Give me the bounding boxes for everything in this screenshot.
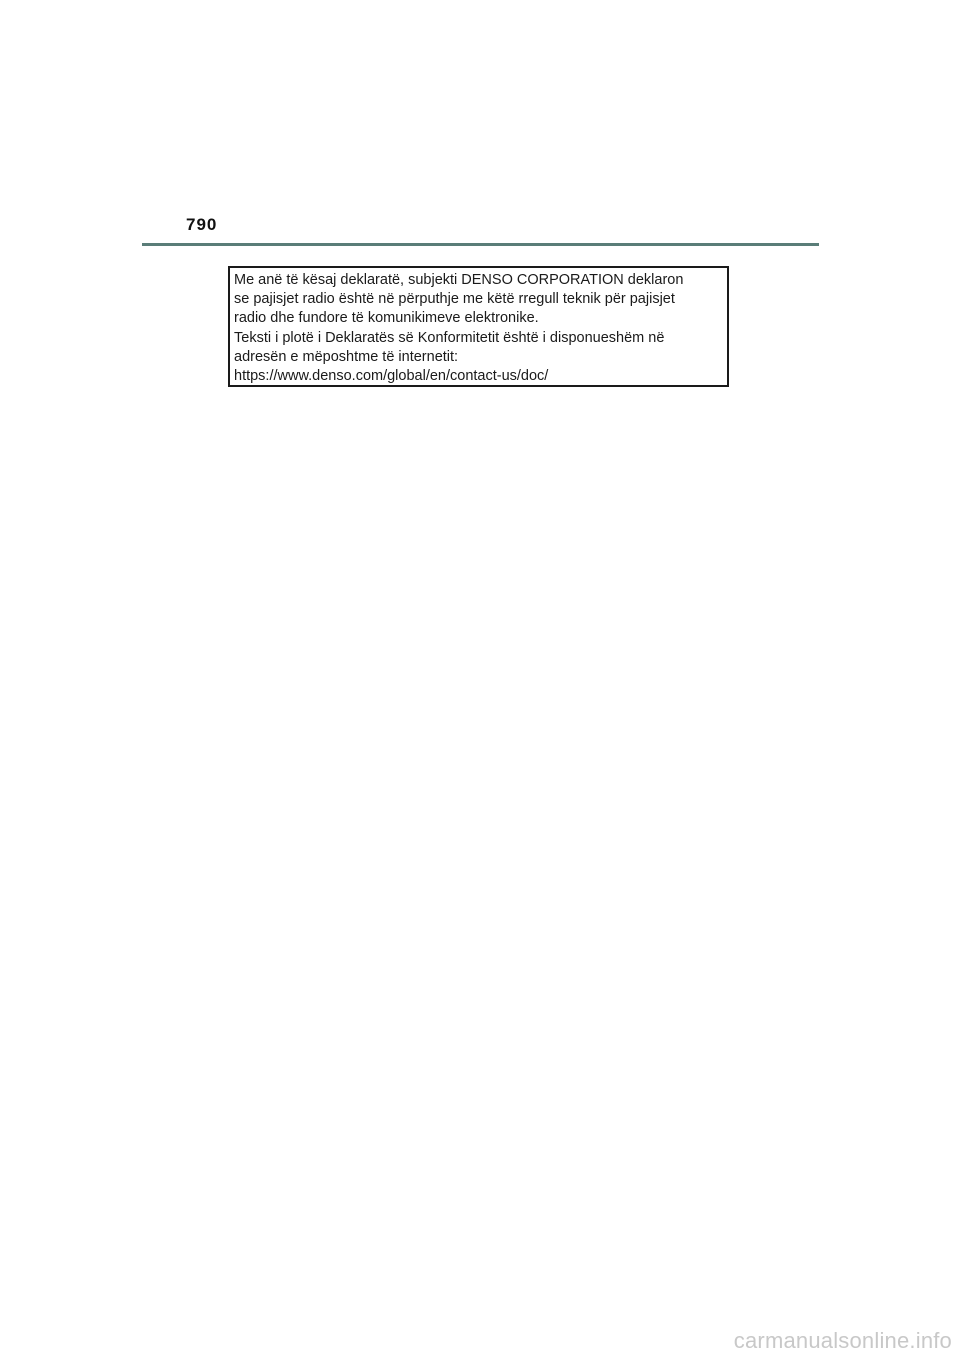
- declaration-line-3: radio dhe fundore të komunikimeve elektronike.: [234, 310, 539, 327]
- declaration-line-4: Teksti i plotë i Deklaratës së Konformitetit është i disponueshëm në: [234, 329, 665, 346]
- declaration-url: https://www.denso.com/global/en/contact-us/doc/: [234, 368, 549, 385]
- declaration-line-1: Me anë të kësaj deklaratë, subjekti DENSO CORPORATION deklaron: [234, 272, 684, 288]
- declaration-line-5: adresën e mëposhtme të internetit:: [234, 348, 459, 365]
- declaration-box: [228, 266, 729, 387]
- page-number: 790: [186, 215, 218, 234]
- header-rule: [142, 243, 819, 246]
- watermark: carmanualsonline.info: [733, 1328, 952, 1353]
- declaration-line-2: se pajisjet radio është në përputhje me këtë rregull teknik për pajisjet: [234, 291, 675, 308]
